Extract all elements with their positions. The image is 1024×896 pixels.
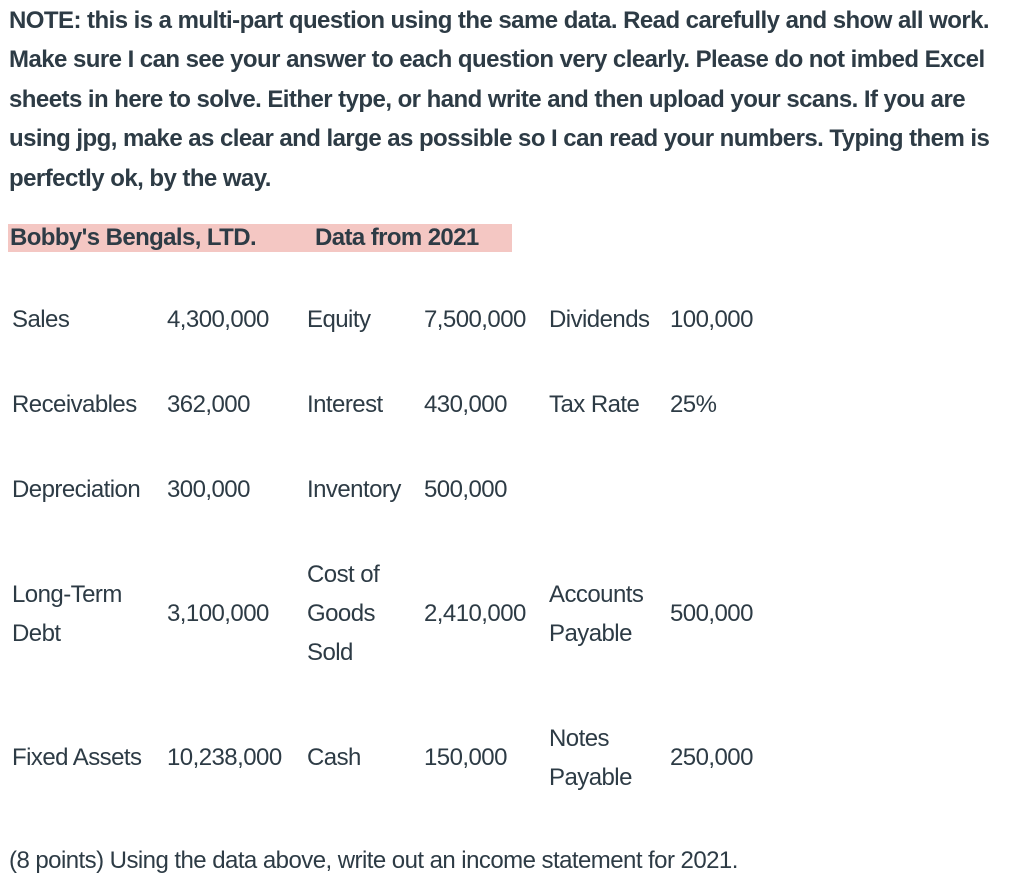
- dividends-value: 100,000: [670, 306, 753, 333]
- long-term-debt-value: 3,100,000: [167, 600, 269, 627]
- depreciation-label: Depreciation: [12, 476, 141, 503]
- company-name: Bobby's Bengals, LTD.: [10, 224, 257, 251]
- cash-value: 150,000: [424, 744, 507, 771]
- notes-payable-value: 250,000: [670, 744, 753, 771]
- sales-label: Sales: [12, 306, 70, 333]
- accounts-payable-label: Accounts Payable: [549, 581, 644, 647]
- data-year-label: Data from 2021: [315, 224, 479, 251]
- long-term-debt-label: Long-Term Debt: [12, 581, 122, 647]
- sales-value: 4,300,000: [167, 306, 269, 333]
- cogs-label: Cost of Goods Sold: [307, 561, 380, 666]
- fixed-assets-label: Fixed Assets: [12, 744, 142, 771]
- dividends-label: Dividends: [549, 306, 650, 333]
- fixed-assets-value: 10,238,000: [167, 744, 282, 771]
- cogs-value: 2,410,000: [424, 600, 526, 627]
- depreciation-value: 300,000: [167, 476, 250, 503]
- instructions-note: NOTE: this is a multi-part question using the same data. Read carefully and show all work. Make sure I can see your answer to each question very clearly. Please do not imbed Excel sheets in here to solve. Either type, or hand write and then upload your scans. If you are using jpg, make as clear and large as possible so I can read your numbers. Typing them is perfectly ok, by the way.: [9, 7, 990, 192]
- interest-value: 430,000: [424, 391, 507, 418]
- question-prompt: (8 points) Using the data above, write out an income statement for 2021.: [9, 847, 738, 874]
- notes-payable-label: Notes Payable: [549, 725, 632, 791]
- inventory-label: Inventory: [307, 476, 401, 503]
- receivables-label: Receivables: [12, 391, 137, 418]
- receivables-value: 362,000: [167, 391, 250, 418]
- equity-label: Equity: [307, 306, 371, 333]
- equity-value: 7,500,000: [424, 306, 526, 333]
- tax-rate-label: Tax Rate: [549, 391, 640, 418]
- inventory-value: 500,000: [424, 476, 507, 503]
- tax-rate-value: 25%: [670, 391, 717, 418]
- cash-label: Cash: [307, 744, 361, 771]
- accounts-payable-value: 500,000: [670, 600, 753, 627]
- interest-label: Interest: [307, 391, 383, 418]
